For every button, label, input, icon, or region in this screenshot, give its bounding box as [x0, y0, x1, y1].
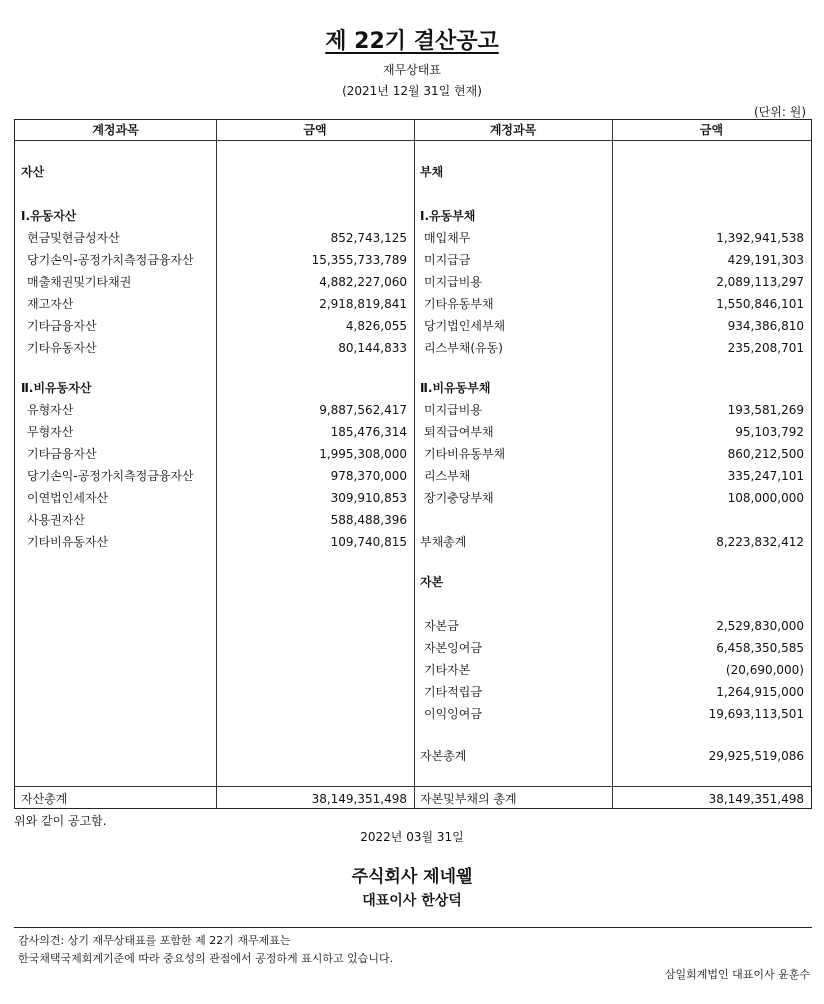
account-amount: 4,826,055: [345, 319, 407, 333]
account-amount: 335,247,101: [727, 469, 804, 483]
header-divider: [15, 140, 811, 141]
subsection-heading: Ⅰ.유동자산: [21, 209, 77, 223]
account-amount: 29,925,519,086: [708, 749, 804, 763]
account-amount: 1,550,846,101: [716, 297, 804, 311]
totals-divider: [15, 786, 811, 787]
closing-note: 위와 같이 공고함.: [14, 814, 107, 828]
account-label: 이연법인세자산: [27, 491, 109, 505]
account-label: 당기손익-공정가치측정금융자산: [27, 253, 194, 267]
total-liabilities-equity-label: 자본및부채의 총계: [420, 792, 517, 806]
account-amount: 185,476,314: [330, 425, 407, 439]
account-amount: 2,529,830,000: [716, 619, 804, 633]
account-label: 자본총계: [420, 749, 467, 763]
account-label: 기타비유동자산: [27, 535, 109, 549]
account-amount: 4,882,227,060: [319, 275, 407, 289]
account-amount: 978,370,000: [330, 469, 407, 483]
account-amount: 1,995,308,000: [319, 447, 407, 461]
total-assets-amount: 38,149,351,498: [311, 792, 407, 806]
section-heading: 부채: [420, 165, 444, 179]
account-label: 이익잉여금: [424, 707, 482, 721]
company-name: 주식회사 제네웰: [351, 867, 473, 887]
account-amount: 109,740,815: [330, 535, 407, 549]
account-amount: 588,488,396: [330, 513, 407, 527]
account-label: 기타금융자산: [27, 319, 97, 333]
total-liabilities-equity-amount: 38,149,351,498: [708, 792, 804, 806]
section-heading: 자산: [21, 165, 45, 179]
account-amount: 193,581,269: [727, 403, 804, 417]
account-label: 유형자산: [27, 403, 74, 417]
statement-name: 재무상태표: [383, 63, 441, 77]
account-label: 자본금: [424, 619, 459, 633]
account-label: 미지급금: [424, 253, 471, 267]
account-amount: 15,355,733,789: [311, 253, 407, 267]
account-label: 매출채권및기타채권: [27, 275, 132, 289]
account-amount: 860,212,500: [727, 447, 804, 461]
account-label: 매입채무: [424, 231, 471, 245]
account-label: 재고자산: [27, 297, 74, 311]
audit-opinion-line-2: 한국채택국제회계기준에 따라 중요성의 관점에서 공정하게 표시하고 있습니다.: [18, 952, 394, 965]
account-label: 사용권자산: [27, 513, 85, 527]
account-amount: 9,887,562,417: [319, 403, 407, 417]
subsection-heading: Ⅰ.유동부채: [420, 209, 476, 223]
account-amount: 235,208,701: [727, 341, 804, 355]
account-label: 당기손익-공정가치측정금융자산: [27, 469, 194, 483]
account-label: 리스부채: [424, 469, 471, 483]
account-amount: 95,103,792: [735, 425, 804, 439]
account-amount: 1,392,941,538: [716, 231, 804, 245]
account-amount: 108,000,000: [727, 491, 804, 505]
account-label: 미지급비용: [424, 403, 482, 417]
account-amount: 80,144,833: [338, 341, 407, 355]
section-heading: 자본: [420, 575, 444, 589]
account-label: 기타비유동부채: [424, 447, 506, 461]
account-amount: 429,191,303: [727, 253, 804, 267]
account-label: 퇴직급여부채: [424, 425, 494, 439]
account-label: 기타유동부채: [424, 297, 494, 311]
total-assets-label: 자산총계: [21, 792, 68, 806]
auditor-signature: 삼일회계법인 대표이사 윤훈수: [664, 968, 810, 981]
column-header-account-left: 계정과목: [92, 123, 139, 137]
ceo-name: 대표이사 한상덕: [362, 893, 462, 909]
account-label: 기타자본: [424, 663, 471, 677]
as-of-date: (2021년 12월 31일 현재): [342, 84, 482, 98]
account-label: 기타적립금: [424, 685, 482, 699]
account-label: 무형자산: [27, 425, 74, 439]
audit-opinion-line-1: 감사의견: 상기 재무상태표를 포함한 제 22기 재무제표는: [18, 934, 291, 947]
account-amount: 2,089,113,297: [716, 275, 804, 289]
currency-unit: (단위: 원): [754, 105, 806, 119]
account-amount: 19,693,113,501: [708, 707, 804, 721]
footer-divider: [14, 927, 812, 928]
column-divider: [414, 120, 415, 808]
account-label: 기타유동자산: [27, 341, 97, 355]
account-amount: 1,264,915,000: [716, 685, 804, 699]
account-label: 미지급비용: [424, 275, 482, 289]
notice-date: 2022년 03월 31일: [360, 830, 464, 844]
account-label: 기타금융자산: [27, 447, 97, 461]
account-label: 현금및현금성자산: [27, 231, 120, 245]
account-amount: 309,910,853: [330, 491, 407, 505]
notice-title: 제 22기 결산공고: [325, 29, 499, 54]
column-header-amount-left: 금액: [303, 123, 327, 137]
account-label: 당기법인세부채: [424, 319, 506, 333]
account-amount: 934,386,810: [727, 319, 804, 333]
subsection-heading: Ⅱ.비유동자산: [21, 381, 92, 395]
account-amount: 8,223,832,412: [716, 535, 804, 549]
account-label: 부채총계: [420, 535, 467, 549]
account-amount: (20,690,000): [725, 663, 804, 677]
account-amount: 6,458,350,585: [716, 641, 804, 655]
balance-sheet-table: [14, 119, 812, 809]
account-label: 리스부채(유동): [424, 341, 503, 355]
account-amount: 852,743,125: [330, 231, 407, 245]
column-divider: [216, 120, 217, 808]
subsection-heading: Ⅱ.비유동부채: [420, 381, 491, 395]
column-header-amount-right: 금액: [699, 123, 724, 137]
account-label: 자본잉여금: [424, 641, 482, 655]
column-header-account-right: 계정과목: [489, 123, 537, 137]
account-label: 장기충당부채: [424, 491, 494, 505]
account-amount: 2,918,819,841: [319, 297, 407, 311]
